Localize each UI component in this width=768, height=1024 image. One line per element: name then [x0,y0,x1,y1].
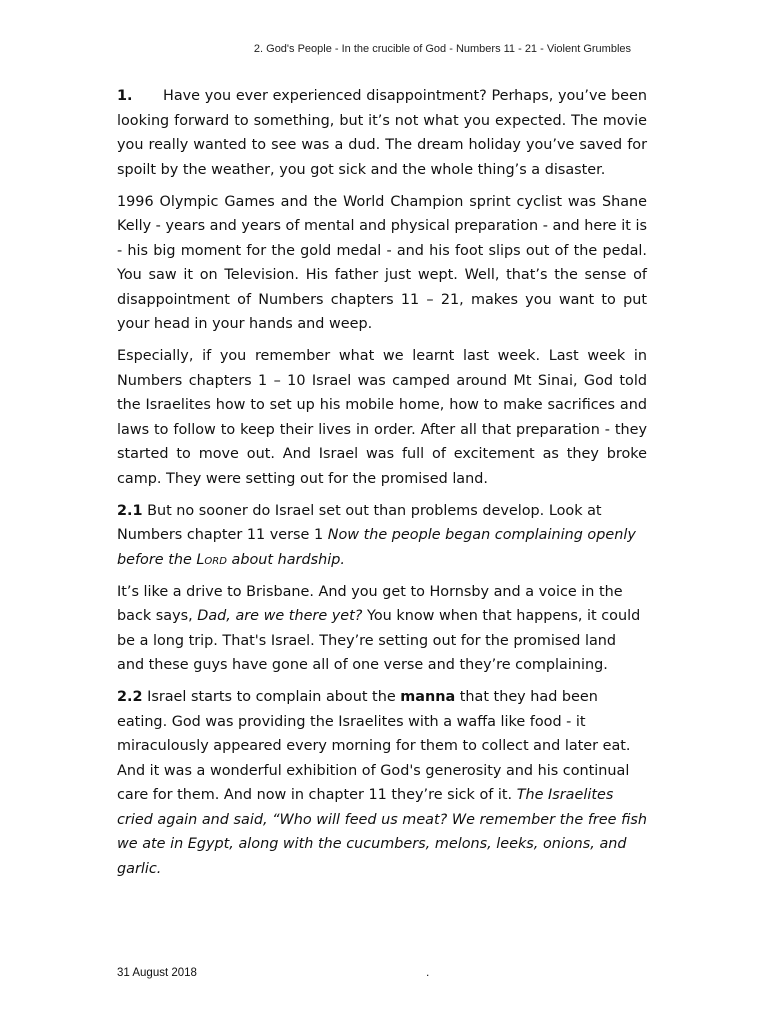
page-header: 2. God's People - In the crucible of God - Numbers 11 - 21 - Violent Grumbles [253,43,631,55]
paragraph-text: You know when that happens, it could be a long trip. That's Israel. They’re setting out for the promised land and these guys have gone all of one verse and they’re complaining. [117,608,641,673]
section-number: 2.1 [117,502,143,519]
paragraph-6 [117,685,647,881]
paragraph-text: It’s like a drive to Brisbane. And you get to Hornsby and a voice in the back says, [117,583,623,624]
document-body [117,84,647,889]
paragraph-3 [117,344,647,491]
lord-smallcaps: Lord [196,551,227,568]
footer-dot: . [426,965,430,979]
paragraph-2 [117,190,647,337]
paragraph-text: But no sooner do Israel set out than problems develop. Look at Numbers chapter 11 verse 1 [117,502,602,543]
quote-text: about hardship. [226,551,345,568]
section-number: 2.2 [117,689,143,705]
quote-text: Dad, are we there yet? [197,608,363,624]
paragraph-text: Have you ever experienced disappointment? Perhaps, you’ve been looking forward to something, but it’s not what you expected. The movie you really wanted to see was a dud. The dream holiday you’ve saved for spoilt by the weather, you got sick and the whole thing’s a disaster. [117,88,647,178]
paragraph-text: that they had been eating. God was providing the Israelites with a waffa like food - it miraculously appeared every morning for them to collect and later eat. And it was a wonderful exhibition of God's generosity and his continual care for them. And now in chapter 11 they’re sick of it. [117,689,631,803]
quote-text: Now the people began complaining openly before the [117,527,636,568]
paragraph-text: 1996 Olympic Games and the World Champion sprint cyclist was Shane Kelly - years and years of mental and physical preparation - and here it is - his big moment for the gold medal - and his foot slips out of the pedal. You saw it on Television. His father just wept. Well, that’s the sense of disappointment of Numbers chapters 11 – 21, makes you want to put your head in your hands and weep. [117,193,647,332]
footer-date: 31 August 2018 [117,967,197,979]
section-number: 1. [117,88,133,104]
paragraph-text: Israel starts to complain about the [142,689,401,705]
paragraph-5 [117,580,647,678]
paragraph-1 [117,84,647,182]
bold-term: manna [400,689,456,705]
paragraph-text: Especially, if you remember what we learnt last week. Last week in Numbers chapters 1 – 10 Israel was camped around Mt Sinai, God told the Israelites how to set up his mobile home, how to make sacrifices and laws to follow to keep their lives in order. After all that preparation - they started to move out. And Israel was full of excitement as they broke camp. They were setting out for the promised land. [117,348,647,487]
scripture-quote: The Israelites cried again and said, “Who will feed us meat? We remember the free fish we ate in Egypt, along with the cucumbers, melons, leeks, onions, and garlic. [117,787,648,877]
paragraph-4 [117,499,647,573]
